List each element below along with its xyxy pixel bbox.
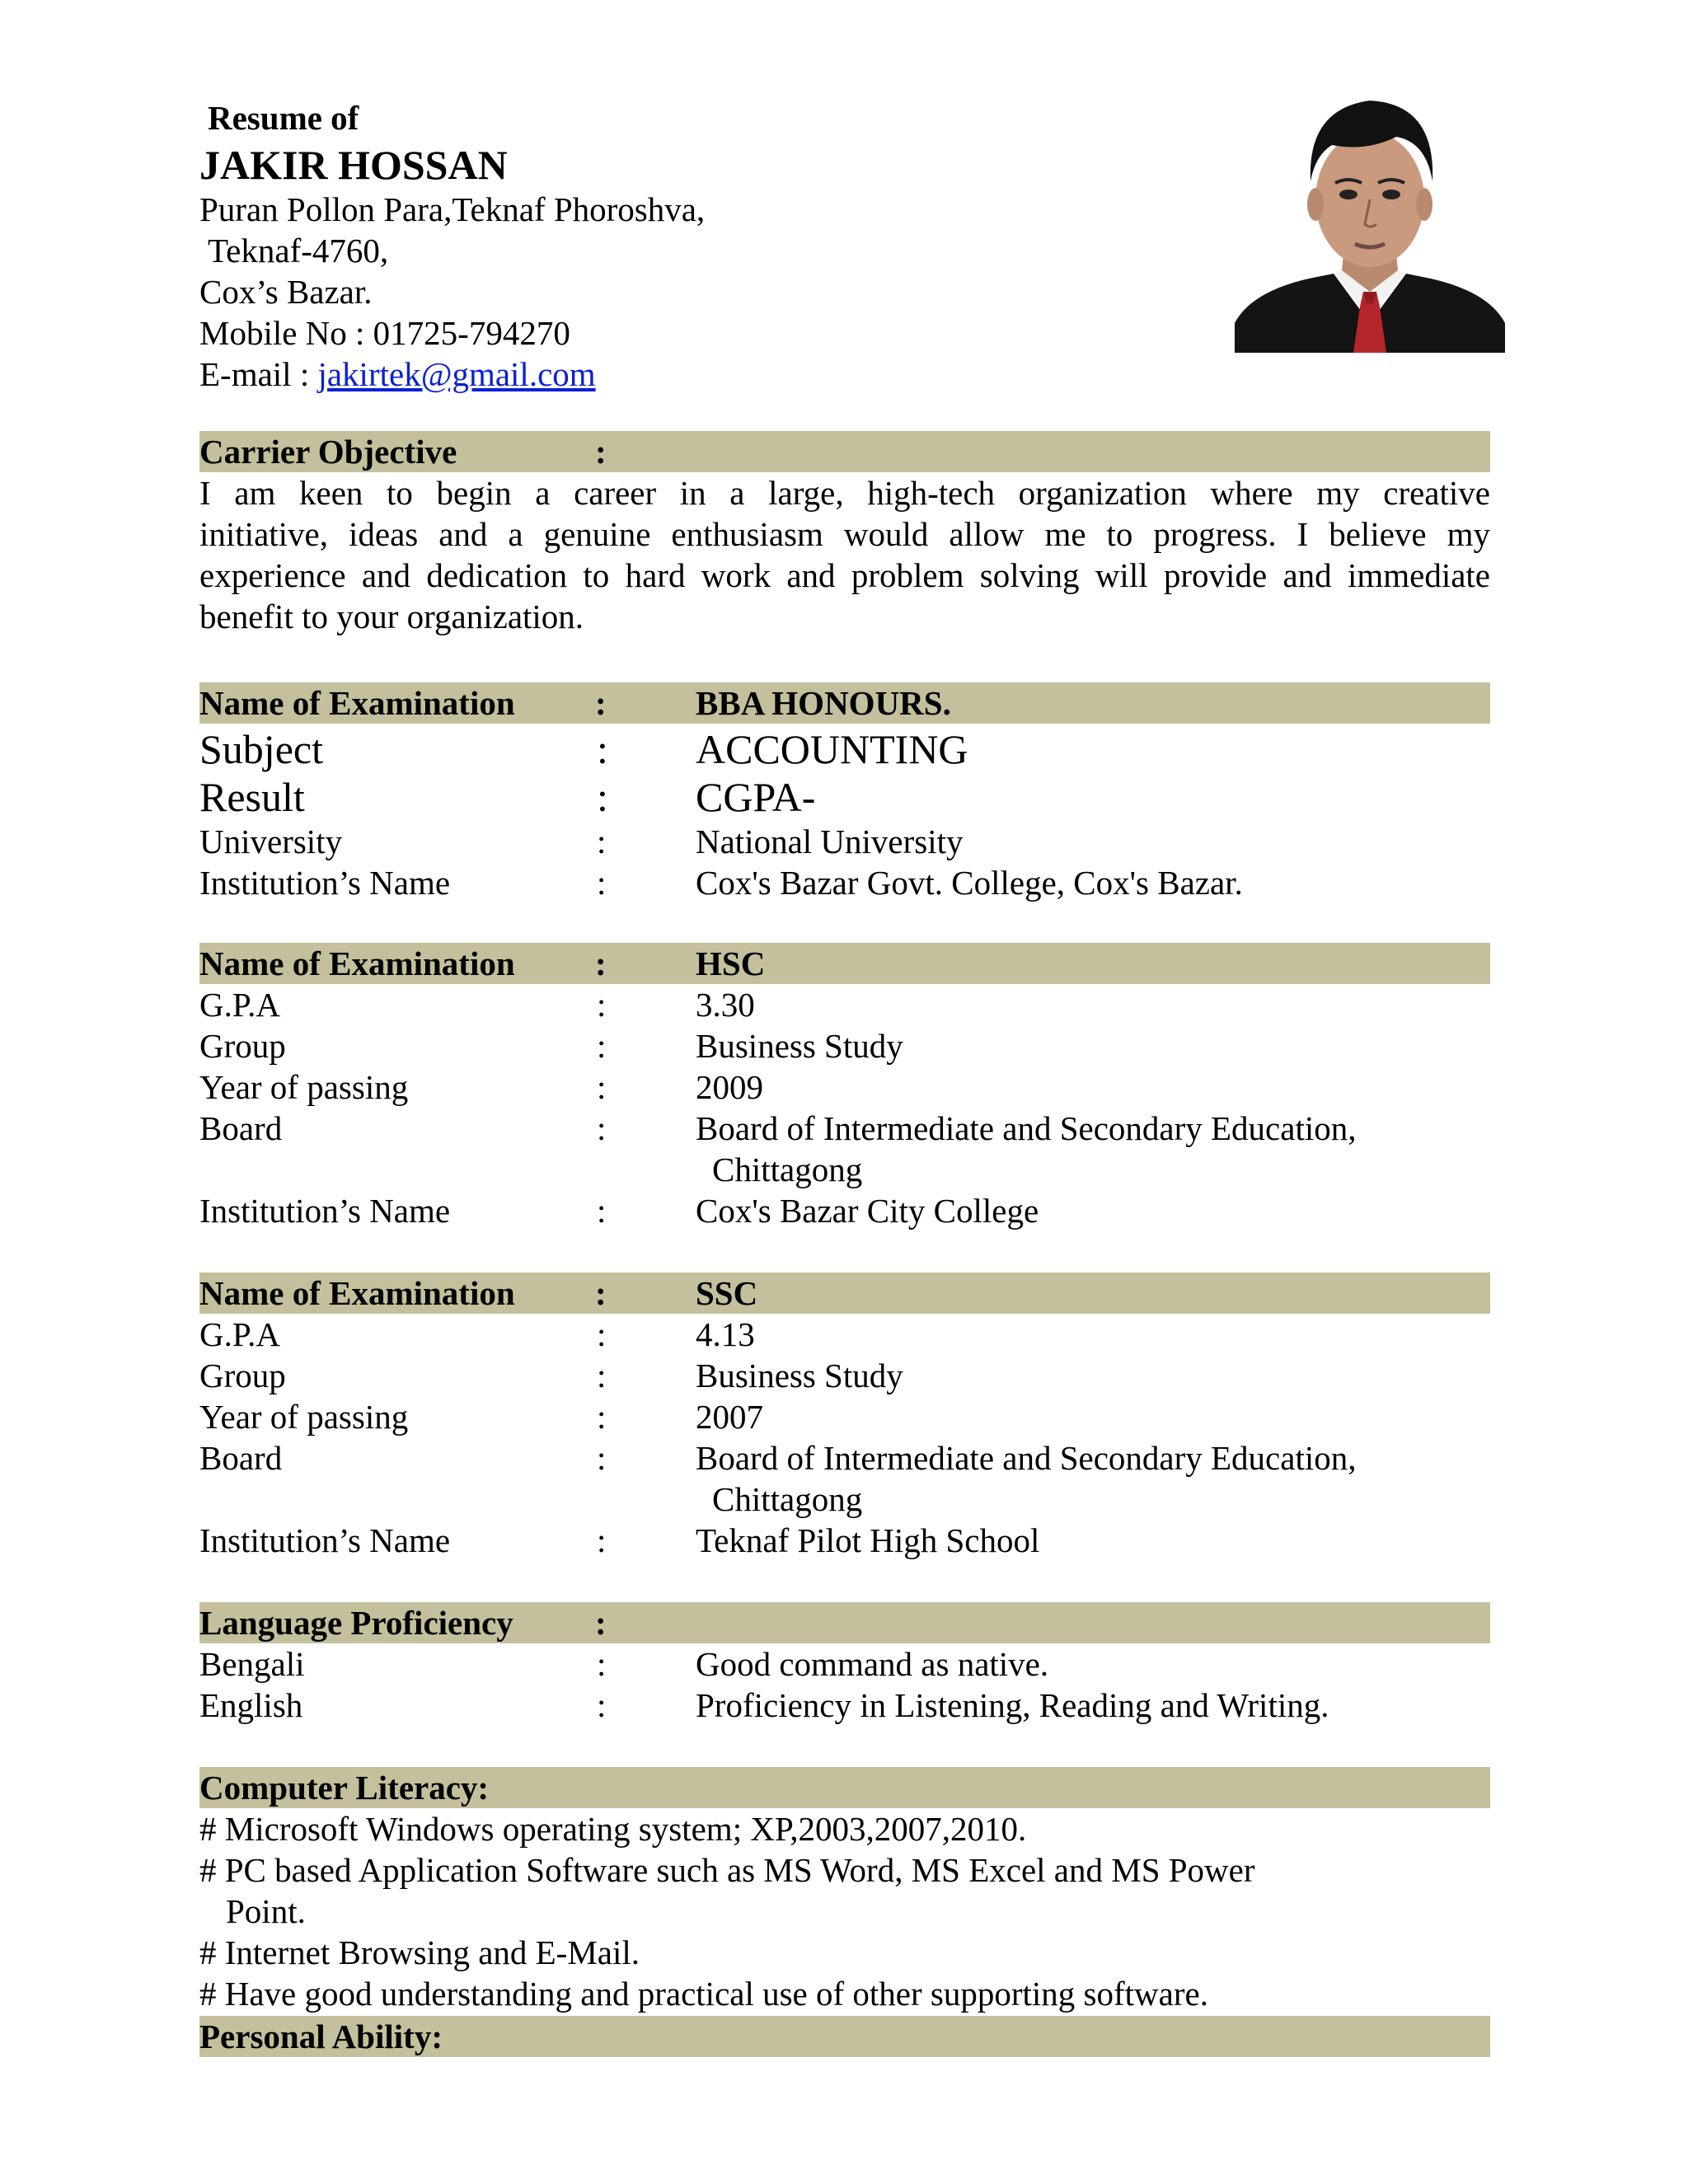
colon: : [597, 1109, 607, 1147]
section-title-personal: Personal Ability: [199, 2018, 443, 2055]
address-line-1: Puran Pollon Para,Teknaf Phoroshva, [199, 190, 706, 228]
field-value: Board of Intermediate and Secondary Education, [696, 1439, 1357, 1477]
profile-photo [1235, 76, 1505, 353]
section-bar-ssc [199, 1272, 1490, 1314]
colon: : [597, 1315, 607, 1353]
section-bar-computer [199, 1767, 1490, 1808]
computer-item: # Internet Browsing and E-Mail. [199, 1933, 640, 1971]
computer-item-continued: Point. [226, 1892, 306, 1930]
exam-name-bba: BBA HONOURS. [696, 684, 951, 722]
colon: : [595, 1604, 607, 1642]
field-value: Teknaf Pilot High School [696, 1521, 1040, 1559]
colon: : [597, 1686, 607, 1724]
language-row-english [199, 1685, 1490, 1726]
field-label: Group [199, 1357, 286, 1394]
computer-item: # Microsoft Windows operating system; XP,2003,2007,2010. [199, 1810, 1027, 1848]
section-bar-language [199, 1602, 1490, 1643]
bba-row-university [199, 821, 1490, 862]
colon: : [597, 823, 607, 860]
field-label: G.P.A [199, 1315, 280, 1353]
field-value: Proficiency in Listening, Reading and Writing. [696, 1686, 1329, 1724]
field-label: Institution’s Name [199, 1521, 451, 1559]
field-label: Institution’s Name [199, 1192, 451, 1230]
field-value: 2009 [696, 1068, 763, 1106]
field-value: CGPA- [696, 774, 816, 820]
exam-title-label: Name of Examination [199, 944, 515, 982]
exam-title-label: Name of Examination [199, 684, 515, 722]
exam-name-ssc: SSC [696, 1274, 758, 1312]
exam-name-hsc: HSC [696, 944, 766, 982]
hsc-board-continued: Chittagong [712, 1151, 863, 1188]
field-label: Board [199, 1109, 283, 1147]
field-value: Good command as native. [696, 1645, 1049, 1683]
field-label: Bengali [199, 1645, 305, 1683]
hsc-row-group [199, 1025, 1490, 1066]
mobile-number: Mobile No : 01725-794270 [199, 314, 570, 352]
field-label: Year of passing [199, 1398, 409, 1436]
section-title-computer: Computer Literacy: [199, 1769, 490, 1807]
field-value: Board of Intermediate and Secondary Education, [696, 1109, 1357, 1147]
language-row-bengali [199, 1643, 1490, 1685]
ssc-row-board [199, 1437, 1490, 1479]
objective-text [199, 472, 1490, 637]
colon: : [597, 1398, 607, 1436]
section-bar-hsc [199, 943, 1490, 984]
email-link[interactable]: jakirtek@gmail.com [317, 355, 596, 393]
colon: : [595, 684, 607, 722]
objective-line: experience and dedication to hard work and problem solving will provide and immediate [199, 556, 1490, 594]
field-label: Subject [199, 726, 323, 772]
ssc-row-gpa [199, 1314, 1490, 1355]
field-label: Year of passing [199, 1068, 409, 1106]
bba-row-result [199, 773, 1490, 821]
field-value: Cox's Bazar Govt. College, Cox's Bazar. [696, 864, 1243, 902]
ssc-board-continued: Chittagong [712, 1480, 863, 1518]
ssc-row-year [199, 1396, 1490, 1437]
candidate-name: JAKIR HOSSAN [199, 142, 508, 188]
resume-of-label: Resume of [208, 99, 359, 137]
ssc-row-institution [199, 1520, 1490, 1561]
address-line-2: Teknaf-4760, [208, 232, 389, 269]
colon: : [595, 1274, 607, 1312]
section-bar-personal [199, 2016, 1490, 2057]
field-label: University [199, 823, 343, 860]
field-label: G.P.A [199, 986, 280, 1024]
field-value: Cox's Bazar City College [696, 1192, 1039, 1230]
colon: : [595, 433, 607, 471]
hsc-row-board [199, 1108, 1490, 1149]
colon: : [597, 986, 607, 1024]
field-label: Result [199, 774, 305, 820]
field-label: English [199, 1686, 303, 1724]
bba-row-institution [199, 862, 1490, 903]
colon: : [597, 1521, 607, 1559]
colon: : [597, 1068, 607, 1106]
computer-item: # Have good understanding and practical use of other supporting software. [199, 1975, 1208, 2013]
field-value: ACCOUNTING [696, 726, 968, 772]
field-label: Institution’s Name [199, 864, 451, 902]
hsc-row-institution [199, 1190, 1490, 1231]
email-line [199, 354, 596, 395]
objective-line: I am keen to begin a career in a large, high-tech organization where my creative [199, 474, 1490, 512]
section-bar-bba [199, 682, 1490, 724]
section-bar-objective [199, 431, 1490, 472]
computer-item: # PC based Application Software such as MS Word, MS Excel and MS Power [199, 1851, 1255, 1889]
colon: : [597, 726, 608, 772]
field-label: Group [199, 1027, 286, 1065]
colon: : [597, 774, 608, 820]
objective-line: benefit to your organization. [199, 598, 584, 635]
colon: : [597, 1192, 607, 1230]
objective-line: initiative, ideas and a genuine enthusiasm would allow me to progress. I believe my [199, 515, 1490, 553]
email-label: E-mail : [199, 355, 318, 393]
bba-row-subject [199, 725, 1490, 773]
ssc-row-group [199, 1355, 1490, 1396]
colon: : [597, 1027, 607, 1065]
section-title-language: Language Proficiency [199, 1604, 513, 1642]
hsc-row-year [199, 1066, 1490, 1108]
address-line-3: Cox’s Bazar. [199, 273, 373, 311]
colon: : [597, 1439, 607, 1477]
field-value: Business Study [696, 1357, 903, 1394]
exam-title-label: Name of Examination [199, 1274, 515, 1312]
colon: : [595, 944, 607, 982]
colon: : [597, 1357, 607, 1394]
field-value: 3.30 [696, 986, 755, 1024]
field-value: 2007 [696, 1398, 763, 1436]
colon: : [597, 1645, 607, 1683]
hsc-row-gpa [199, 984, 1490, 1025]
field-label: Board [199, 1439, 283, 1477]
field-value: 4.13 [696, 1315, 755, 1353]
colon: : [597, 864, 607, 902]
field-value: Business Study [696, 1027, 903, 1065]
field-value: National University [696, 823, 964, 860]
section-title-objective: Carrier Objective [199, 433, 457, 471]
